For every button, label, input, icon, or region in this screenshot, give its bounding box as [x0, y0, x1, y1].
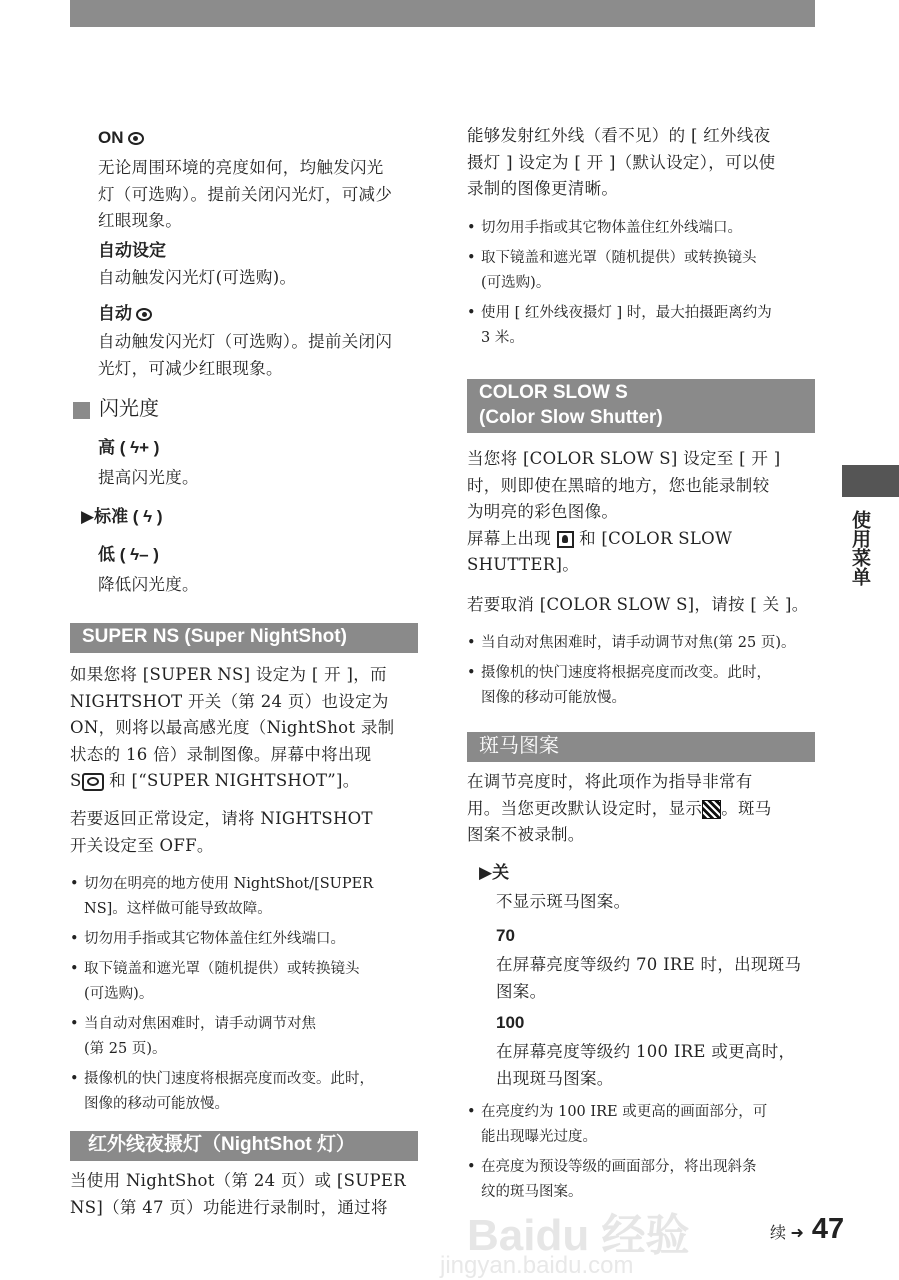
text-line: 状态的 16 倍）录制图像。屏幕中将出现: [70, 744, 372, 764]
auto-eye-description: [98, 329, 392, 382]
on-label: [98, 127, 144, 149]
bullet-line: • 切勿用手指或其它物体盖住红外线端口。: [84, 931, 345, 947]
text-line: 能够发射红外线（看不见）的 [ 红外线夜: [467, 126, 771, 145]
flash-level-heading: 闪光度: [99, 398, 159, 420]
bullet-item: [467, 1100, 767, 1150]
super-ns-lines: [70, 662, 394, 768]
text-line: 自动触发闪光灯(可选购)。: [98, 268, 297, 287]
bullet-item: [70, 872, 374, 922]
text-line: 红眼现象。: [98, 211, 182, 230]
zebra-bullets: [467, 1100, 767, 1210]
flash-low-description: 降低闪光度。: [98, 575, 199, 594]
text-line: NS]（第 47 页）功能进行录制时，通过将: [70, 1197, 388, 1217]
flash-normal-label: ▶标准 ( ϟ ): [81, 507, 163, 526]
text-line: 在屏幕亮度等级约 70 IRE 时，出现斑马: [496, 955, 802, 974]
on-description: [98, 155, 392, 235]
bullet-item: [467, 246, 772, 296]
ir-header: 红外线夜摄灯（NightShot 灯）: [70, 1131, 418, 1161]
text-line: 录制的图像更清晰。: [467, 179, 619, 198]
ir-bullets: [467, 216, 772, 356]
auto-label: 自动设定: [98, 241, 166, 260]
text-line: 无论周围环境的亮度如何，均触发闪光: [98, 158, 384, 177]
zebra-off-description: 不显示斑马图案。: [496, 892, 631, 911]
zebra-line-3: 图案不被录制。: [467, 825, 585, 844]
bullet-line: • 摄像机的快门速度将根据亮度而改变。此时，: [84, 1071, 374, 1087]
color-slow-line-4: [467, 526, 780, 553]
top-bar: [70, 0, 815, 27]
bullet-line: • 取下镜盖和遮光罩（随机提供）或转换镜头: [84, 961, 360, 977]
bullet-line: • 使用 [ 红外线夜摄灯 ] 时，最大拍摄距离约为: [481, 305, 772, 321]
bullet-line: (可选购)。: [84, 986, 154, 1002]
bullet-line: NS]。这样做可能导致故障。: [84, 901, 272, 917]
text-line: 在屏幕亮度等级约 100 IRE 或更高时，: [496, 1042, 796, 1061]
red-eye-icon: [136, 308, 152, 321]
text-line: ON，则将以最高感光度（NightShot 录制: [70, 718, 395, 737]
super-ns-bullets: [70, 872, 374, 1122]
zebra-70-description: [496, 952, 801, 1005]
text-line: (Color Slow Shutter): [479, 407, 663, 428]
super-ns-line-5: [70, 768, 394, 795]
color-slow-cancel: 若要取消 [COLOR SLOW S]，请按 [ 关 ]。: [467, 595, 809, 614]
footer: [770, 1212, 844, 1251]
color-slow-header: [467, 379, 815, 433]
bullet-line: • 切勿在明亮的地方使用 NightShot/[SUPER: [84, 876, 374, 892]
color-slow-bullets: [467, 631, 795, 716]
text-line: 光灯，可减少红眼现象。: [98, 358, 283, 378]
baidu-watermark-url: jingyan.baidu.com: [440, 1252, 634, 1279]
text-line: 出现斑马图案。: [496, 1068, 614, 1088]
zebra-100-label: 100: [496, 1013, 525, 1032]
flash-high-description: 提高闪光度。: [98, 468, 199, 487]
auto-description: [98, 265, 296, 292]
zebra-line-2a: 用。当您更改默认设定时，显示: [467, 798, 703, 818]
ir-paragraph: [70, 1168, 406, 1221]
bullet-line: • 当自动对焦困难时，请手动调节对焦(第 25 页)。: [481, 635, 796, 651]
red-eye-icon: [128, 132, 144, 145]
section-square-icon: [73, 402, 90, 419]
zebra-100-description: [496, 1039, 795, 1092]
text-line: 灯（可选购）。提前关闭闪光灯，可减少: [98, 184, 393, 204]
bullet-line: • 切勿用手指或其它物体盖住红外线端口。: [481, 220, 742, 236]
side-tab-label: 使用菜单: [849, 510, 870, 586]
color-slow-paragraph: [467, 446, 780, 579]
bullet-line: 纹的斑马图案。: [481, 1184, 583, 1200]
zebra-70-label: 70: [496, 926, 515, 945]
color-slow-line-4a: 屏幕上出现: [467, 528, 557, 548]
zebra-header: 斑马图案: [467, 732, 815, 762]
flash-low-label: 低 ( ϟ– ): [98, 545, 159, 564]
text-line: 当您将 [COLOR SLOW S] 设定至 [ 开 ]: [467, 449, 781, 468]
text-line: 摄灯 ] 设定为 [ 开 ]（默认设定），可以使: [467, 152, 776, 172]
zebra-paragraph: [467, 769, 772, 849]
text-line: 时，则即使在黑暗的地方，您也能录制较: [467, 475, 770, 495]
bullet-item: [70, 1012, 374, 1062]
bullet-line: 3 米。: [481, 330, 524, 346]
continued-label: 续 ➜: [770, 1225, 804, 1242]
bullet-item: [70, 927, 374, 952]
auto-eye-label-text: 自动: [98, 304, 132, 323]
text-line: 如果您将 [SUPER NS] 设定为 [ 开 ]，而: [70, 665, 387, 684]
bullet-item: [467, 301, 772, 351]
zebra-line-2b: 。斑马: [721, 798, 772, 818]
bullet-item: [467, 1155, 767, 1205]
flash-high-label: 高 ( ϟ+ ): [98, 438, 160, 457]
zebra-line-1: 在调节亮度时，将此项作为指导非常有: [467, 772, 753, 791]
bullet-line: • 取下镜盖和遮光罩（随机提供）或转换镜头: [481, 250, 757, 266]
super-ns-header: SUPER NS (Super NightShot): [70, 623, 418, 653]
on-label-text: ON: [98, 128, 124, 147]
text-line: 自动触发闪光灯（可选购）。提前关闭闪: [98, 332, 393, 351]
baidu-watermark-logo: Baidu 经验: [467, 1211, 690, 1260]
ir-paragraph-continued: [467, 123, 776, 203]
s-label: S: [70, 771, 82, 790]
bullet-line: 图像的移动可能放慢。: [481, 690, 626, 706]
text-line: 当使用 NightShot（第 24 页）或 [SUPER: [70, 1171, 406, 1190]
zebra-line-2: [467, 796, 772, 823]
color-slow-line-4b: 和 [COLOR SLOW: [573, 528, 733, 548]
text-line: 若要返回正常设定，请将 NIGHTSHOT: [70, 809, 373, 828]
bullet-line: (可选购)。: [481, 275, 551, 291]
text-line: 为明亮的彩色图像。: [467, 502, 619, 521]
zebra-off-label: ▶关: [479, 863, 510, 882]
text-line: NIGHTSHOT 开关（第 24 页）也设定为: [70, 691, 389, 711]
page-number: 47: [811, 1213, 845, 1245]
side-tab: [842, 465, 899, 497]
super-ns-line-5-text: 和 [“SUPER NIGHTSHOT”]。: [103, 771, 360, 790]
auto-eye-label: [98, 303, 152, 325]
bullet-item: [467, 661, 795, 711]
bullet-item: [70, 1067, 374, 1117]
bullet-line: 图像的移动可能放慢。: [84, 1096, 229, 1112]
bullet-line: • 摄像机的快门速度将根据亮度而改变。此时，: [481, 665, 771, 681]
text-line: 图案。: [496, 981, 547, 1001]
super-ns-paragraph: [70, 662, 394, 795]
color-slow-shutter-icon: [557, 531, 574, 548]
bullet-line: • 当自动对焦困难时，请手动调节对焦: [84, 1016, 316, 1032]
bullet-line: • 在亮度为预设等级的画面部分，将出现斜条: [481, 1159, 757, 1175]
bullet-line: (第 25 页)。: [84, 1041, 167, 1057]
text-line: COLOR SLOW S: [479, 382, 628, 403]
zebra-icon: [702, 800, 721, 819]
bullet-item: [467, 216, 772, 241]
super-nightshot-icon: [82, 773, 104, 791]
bullet-item: [70, 957, 374, 1007]
color-slow-line-5: SHUTTER]。: [467, 555, 580, 574]
super-ns-paragraph-2: [70, 806, 373, 859]
text-line: 开关设定至 OFF。: [70, 835, 214, 855]
bullet-item: [467, 631, 795, 656]
bullet-line: 能出现曝光过度。: [481, 1129, 597, 1145]
color-slow-lines: [467, 446, 780, 526]
bullet-line: • 在亮度约为 100 IRE 或更高的画面部分，可: [481, 1104, 768, 1120]
